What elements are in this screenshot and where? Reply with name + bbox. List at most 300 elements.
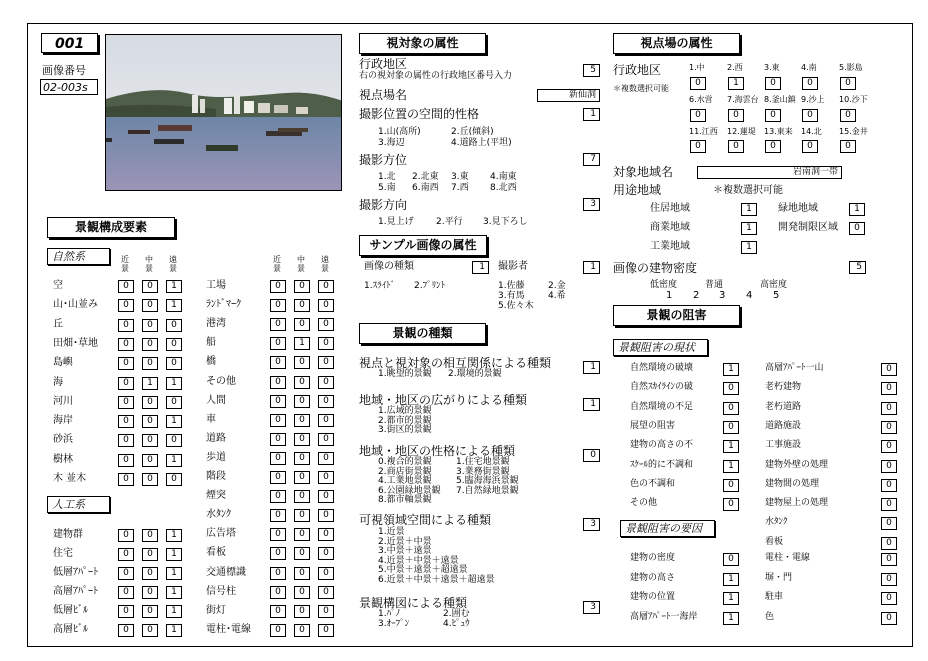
kind-q4-opt-1: 1.近景: [378, 527, 405, 537]
element-name: 高層ｱﾊﾟｰﾄ: [53, 586, 98, 597]
obstacle-item-box[interactable]: 1: [723, 363, 739, 376]
element-name: 高層ﾋﾞﾙ: [53, 624, 88, 635]
element-value-box[interactable]: 0: [318, 299, 334, 312]
element-value-box[interactable]: 0: [294, 280, 310, 293]
elements-col-header-1-2: 遠景: [321, 255, 329, 273]
district-value-box[interactable]: 0: [728, 140, 744, 153]
kind-q5-opt-3: 3.ｵｰﾌﾟﾝ: [378, 618, 410, 629]
district-value-box[interactable]: 0: [802, 77, 818, 90]
obstacle-item-label: 建物の高さの不: [630, 440, 694, 451]
district-value-box[interactable]: 0: [840, 140, 856, 153]
district-label: 7.海雲台: [727, 95, 759, 104]
use-zone-label: 緑地地域: [778, 203, 818, 214]
element-value-box[interactable]: 0: [142, 434, 158, 447]
element-value-box[interactable]: 0: [118, 357, 134, 370]
obstacle-item-box[interactable]: 0: [881, 479, 897, 492]
element-name: 丘: [53, 318, 63, 330]
element-value-box[interactable]: 0: [318, 452, 334, 465]
element-value-box[interactable]: 0: [318, 414, 334, 427]
district-value-box[interactable]: 0: [690, 77, 706, 90]
element-value-box[interactable]: 0: [142, 415, 158, 428]
obstacle-item-label: 自然環境の破壊: [630, 363, 694, 373]
element-value-box[interactable]: 1: [166, 548, 182, 561]
obstacle-cause-label: 建物の高さ: [630, 572, 676, 583]
element-value-box[interactable]: 0: [270, 356, 286, 369]
element-value-box[interactable]: 0: [166, 396, 182, 409]
element-value-box[interactable]: 0: [318, 605, 334, 618]
element-value-box[interactable]: 1: [166, 567, 182, 580]
obstacle-item-label: 自然ｽｶｲﾗｲﾝの破: [630, 382, 694, 393]
district-label: 8.釜山鎮: [764, 95, 796, 104]
use-zone-label: 住居地域: [650, 203, 690, 214]
obstacle-cause-box[interactable]: 0: [881, 612, 897, 625]
element-name: 交通標識: [206, 566, 246, 578]
element-value-box[interactable]: 0: [318, 528, 334, 541]
obstacle-item-box[interactable]: 0: [723, 402, 739, 415]
element-name: 木 並木: [53, 473, 87, 484]
element-name: 低層ｱﾊﾟｰﾄ: [53, 567, 98, 578]
element-name: 住宅: [53, 548, 73, 559]
element-value-box[interactable]: 0: [142, 605, 158, 618]
element-value-box[interactable]: 1: [166, 299, 182, 312]
element-value-box[interactable]: 0: [118, 415, 134, 428]
element-value-box[interactable]: 0: [294, 376, 310, 389]
element-value-box[interactable]: 0: [142, 357, 158, 370]
element-value-box[interactable]: 0: [294, 318, 310, 331]
element-value-box[interactable]: 0: [166, 473, 182, 486]
element-value-box[interactable]: 0: [166, 434, 182, 447]
direction-opt-4: 4.南東: [490, 172, 517, 182]
element-value-box[interactable]: 0: [270, 452, 286, 465]
element-value-box[interactable]: 0: [270, 567, 286, 580]
kind-q5-label: 景観構図による種類: [359, 596, 468, 610]
image-type-value[interactable]: 1: [472, 261, 489, 274]
district-label: 3.東: [764, 63, 780, 72]
obstacle-item-label: 水ﾀﾝｸ: [765, 517, 788, 528]
obstacle-item-box[interactable]: 1: [723, 440, 739, 453]
element-value-box[interactable]: 1: [166, 624, 182, 637]
element-value-box[interactable]: 0: [318, 624, 334, 637]
district-label: 4.南: [801, 63, 817, 72]
direction-opt-6: 6.南西: [412, 183, 439, 193]
element-value-box[interactable]: 0: [294, 567, 310, 580]
kind-q2-opt-1: 1.広域的景観: [378, 406, 432, 416]
obstacle-item-label: ｽｹｰﾙ的に不調和: [630, 459, 694, 470]
obstacle-cause-box[interactable]: 0: [881, 592, 897, 605]
element-value-box[interactable]: 0: [294, 395, 310, 408]
photographer-opt-4: 4.希: [548, 291, 566, 301]
obstacle-item-box[interactable]: 0: [723, 382, 739, 395]
element-value-box[interactable]: 1: [166, 415, 182, 428]
district-value-box[interactable]: 0: [728, 109, 744, 122]
obstacle-item-label: 高層ｱﾊﾟｰﾄ一山: [765, 363, 824, 373]
obstacle-cause-box[interactable]: 0: [881, 573, 897, 586]
element-value-box[interactable]: 0: [142, 624, 158, 637]
use-zone-label: 商業地域: [650, 222, 690, 233]
element-name: 橋: [206, 356, 216, 368]
element-value-box[interactable]: 0: [270, 299, 286, 312]
obstacle-item-box[interactable]: 0: [881, 363, 897, 376]
district-value-box[interactable]: 0: [840, 77, 856, 90]
kind-q1-label: 視点と視対象の相互関係による種類: [359, 356, 552, 370]
obstacle-item-label: 建物外壁の処理: [765, 459, 829, 470]
element-value-box[interactable]: 0: [270, 414, 286, 427]
element-value-box[interactable]: 0: [294, 528, 310, 541]
place-name-value[interactable]: 新仙洞: [537, 89, 600, 102]
element-value-box[interactable]: 0: [142, 567, 158, 580]
kind-q3-opt-7: 6.公園緑地景観: [378, 485, 441, 496]
element-name: 人間: [206, 394, 226, 406]
element-value-box[interactable]: 0: [270, 509, 286, 522]
district-value-box[interactable]: 1: [728, 77, 744, 90]
kind-q4-opt-6: 6.近景＋中景＋遠景＋超遠景: [378, 574, 495, 585]
record-id: 001: [55, 36, 85, 52]
kind-q1-opt-1: 1.眺望的景観: [378, 369, 432, 379]
element-value-box[interactable]: 0: [270, 547, 286, 560]
obstacle-item-box[interactable]: 0: [881, 517, 897, 530]
kind-q3-opt-5: 4.工業地景観: [378, 476, 432, 486]
obstacle-item-box[interactable]: 0: [881, 498, 897, 511]
element-name: 建物群: [53, 529, 83, 540]
element-value-box[interactable]: 0: [270, 471, 286, 484]
element-value-box[interactable]: 0: [270, 318, 286, 331]
element-value-box[interactable]: 0: [142, 529, 158, 542]
district-value-box[interactable]: 0: [765, 77, 781, 90]
element-value-box[interactable]: 1: [166, 280, 182, 293]
element-name: 港湾: [206, 318, 226, 330]
use-zone-value-box[interactable]: 1: [741, 203, 757, 216]
district-label: 1.中: [689, 63, 705, 72]
obstacle-cause-box[interactable]: 1: [723, 612, 739, 625]
district-value-box[interactable]: 0: [802, 109, 818, 122]
element-value-box[interactable]: 0: [118, 434, 134, 447]
direction-label: 撮影方位: [359, 153, 408, 167]
use-zone-label: 用途地域: [613, 183, 662, 197]
angle-opt-3: 3.見下ろし: [483, 217, 528, 227]
obstacle-cause-label: 建物の密度: [630, 553, 676, 563]
district-label: 6.水営: [689, 95, 713, 104]
target-admin-note: 右の視対象の属性の行政地区番号入力: [359, 71, 513, 81]
element-value-box[interactable]: 0: [318, 376, 334, 389]
district-label: 14.北: [801, 127, 822, 136]
obstacle-item-label: 工事施設: [765, 440, 802, 451]
element-value-box[interactable]: 0: [294, 471, 310, 484]
element-value-box[interactable]: 0: [294, 356, 310, 369]
element-value-box[interactable]: 0: [294, 414, 310, 427]
district-value-box[interactable]: 0: [840, 109, 856, 122]
kind-q1-value[interactable]: 1: [583, 361, 600, 374]
kind-q2-label: 地域・地区の広がりによる種類: [359, 393, 528, 407]
photographer-label: 撮影者: [498, 261, 528, 272]
kind-q2-value[interactable]: 1: [583, 398, 600, 411]
obstacle-cause-label: 駐車: [765, 592, 784, 602]
element-value-box[interactable]: 0: [142, 454, 158, 467]
district-value-box[interactable]: 0: [690, 109, 706, 122]
obstacle-item-label: 自然環境の不足: [630, 401, 694, 412]
obstacle-cause-box[interactable]: 0: [723, 553, 739, 566]
kind-q4-label: 可視領域空間による種類: [359, 513, 492, 527]
element-value-box[interactable]: 0: [318, 490, 334, 503]
density-num-4: 4: [746, 290, 753, 301]
elements-col-header-1-0: 近景: [273, 255, 281, 273]
element-value-box[interactable]: 0: [318, 433, 334, 446]
element-value-box[interactable]: 0: [294, 624, 310, 637]
kind-q3-opt-4: 3.業務街景観: [456, 466, 510, 477]
element-value-box[interactable]: 0: [118, 473, 134, 486]
kind-q3-opt-6: 5.臨海海浜景観: [456, 476, 519, 486]
element-name: 煙突: [206, 490, 226, 502]
kind-q4-opt-4: 4.近景＋中景＋遠景: [378, 555, 459, 566]
element-value-box[interactable]: 0: [118, 529, 134, 542]
element-value-box[interactable]: 0: [118, 605, 134, 618]
element-value-box[interactable]: 0: [294, 490, 310, 503]
element-name: 水ﾀﾝｸ: [206, 509, 231, 521]
element-value-box[interactable]: 1: [166, 377, 182, 390]
element-value-box[interactable]: 0: [270, 624, 286, 637]
element-value-box[interactable]: 1: [166, 454, 182, 467]
element-value-box[interactable]: 1: [142, 377, 158, 390]
element-value-box[interactable]: 0: [142, 319, 158, 332]
element-value-box[interactable]: 0: [318, 509, 334, 522]
target-attr-title: 視対象の属性: [359, 33, 486, 54]
spatial-opt-1: 1.山(高所): [378, 127, 421, 137]
district-value-box[interactable]: 0: [765, 109, 781, 122]
obstacle-item-box[interactable]: 1: [723, 460, 739, 473]
direction-opt-1: 1.北: [378, 172, 396, 182]
obstacle-item-box[interactable]: 0: [881, 421, 897, 434]
element-value-box[interactable]: 0: [118, 396, 134, 409]
obstacle-item-box[interactable]: 0: [881, 460, 897, 473]
kind-q2-opt-2: 2.都市的景観: [378, 415, 432, 426]
element-value-box[interactable]: 0: [270, 586, 286, 599]
kind-q5-value[interactable]: 3: [583, 601, 600, 614]
element-value-box[interactable]: 0: [294, 433, 310, 446]
obstacle-cause-label: 高層ｱﾊﾟｰﾄ一海岸: [630, 611, 698, 622]
obstacle-item-box[interactable]: 0: [723, 421, 739, 434]
element-value-box[interactable]: 0: [118, 586, 134, 599]
obstacle-item-label: 展望の阻害: [630, 420, 676, 431]
element-name: 信号柱: [206, 585, 236, 597]
obstacle-item-label: 色の不調和: [630, 478, 676, 489]
obstacle-item-box[interactable]: 0: [881, 402, 897, 415]
element-value-box[interactable]: 0: [142, 280, 158, 293]
element-value-box[interactable]: 0: [118, 299, 134, 312]
image-type-opt-2: 2.ﾌﾟﾘﾝﾄ: [414, 281, 446, 291]
sample-attr-title: サンプル画像の属性: [359, 235, 487, 256]
element-name: 島嶼: [53, 357, 73, 369]
obstacle-cause-label: 色: [765, 611, 775, 622]
obstacle-cause-box[interactable]: 0: [881, 553, 897, 566]
image-type-opt-1: 1.ｽﾗｲﾄﾞ: [364, 281, 396, 291]
sample-photo: [105, 34, 342, 191]
obstacle-item-box[interactable]: 0: [723, 479, 739, 492]
district-label: 5.影島: [839, 63, 863, 72]
element-name: 道路: [206, 432, 226, 444]
elements-col-header-0-0: 近景: [121, 255, 129, 273]
element-value-box[interactable]: 0: [270, 376, 286, 389]
target-admin-value[interactable]: 5: [583, 64, 600, 77]
spatial-opt-3: 3.海辺: [378, 138, 405, 148]
area-name-value[interactable]: 岩南洞一帯: [697, 166, 842, 179]
obstacle-item-label: 道路施設: [765, 420, 802, 431]
element-value-box[interactable]: 0: [142, 338, 158, 351]
element-value-box[interactable]: 0: [270, 490, 286, 503]
kind-q5-opt-4: 4.ﾋﾟｭｳ: [443, 618, 470, 629]
district-label: 11.江西: [689, 127, 718, 136]
element-value-box[interactable]: 0: [270, 395, 286, 408]
photographer-opt-3: 3.有馬: [498, 291, 525, 301]
element-value-box[interactable]: 0: [166, 338, 182, 351]
element-value-box[interactable]: 0: [318, 547, 334, 560]
direction-opt-8: 8.北西: [490, 183, 517, 193]
element-value-box[interactable]: 0: [166, 319, 182, 332]
obstacle-cause-label: 建物の位置: [630, 592, 676, 602]
district-label: 12.蓮堤: [727, 127, 756, 136]
element-name: 低層ﾋﾞﾙ: [53, 605, 88, 616]
kind-q4-value[interactable]: 3: [583, 518, 600, 531]
use-zone-note: ＊複数選択可能: [713, 185, 783, 196]
element-value-box[interactable]: 0: [318, 356, 334, 369]
element-name: 河川: [53, 395, 73, 407]
density-label: 画像の建物密度: [613, 261, 698, 275]
image-number-value: 02-003s: [43, 81, 88, 94]
element-value-box[interactable]: 0: [142, 299, 158, 312]
element-value-box[interactable]: 0: [118, 338, 134, 351]
photographer-opt-2: 2.金: [548, 281, 566, 291]
direction-opt-2: 2.北東: [412, 172, 439, 182]
element-name: ﾗﾝﾄﾞﾏｰｸ: [206, 299, 241, 311]
element-name: 街灯: [206, 604, 226, 616]
kind-q3-opt-1: 0.複合的景観: [378, 457, 432, 467]
element-value-box[interactable]: 1: [166, 586, 182, 599]
obstacle-item-box[interactable]: 0: [881, 440, 897, 453]
element-value-box[interactable]: 0: [166, 357, 182, 370]
elements-col-header-0-1: 中景: [145, 255, 153, 273]
element-name: 階段: [206, 471, 226, 482]
element-value-box[interactable]: 0: [118, 280, 134, 293]
obstacle-item-label: 看板: [765, 536, 784, 547]
obstacle-status-label: 景観阻害の現状: [613, 339, 708, 356]
element-value-box[interactable]: 0: [294, 299, 310, 312]
area-name-label: 対象地域名: [613, 165, 674, 179]
element-value-box[interactable]: 1: [166, 605, 182, 618]
kind-q3-value[interactable]: 0: [583, 449, 600, 462]
obstacle-cause-label: 塀・門: [765, 572, 793, 583]
density-word-high: 高密度: [760, 280, 788, 290]
district-value-box[interactable]: 0: [802, 140, 818, 153]
element-value-box[interactable]: 0: [318, 337, 334, 350]
element-value-box[interactable]: 0: [294, 605, 310, 618]
obstacle-item-box[interactable]: 0: [881, 537, 897, 550]
viewpoint-admin-label: 行政地区: [613, 63, 662, 77]
place-name-label: 視点場名: [359, 88, 408, 102]
use-zone-value-box[interactable]: 1: [741, 222, 757, 235]
angle-opt-1: 1.見上げ: [378, 217, 414, 227]
element-name: 歩道: [206, 451, 226, 463]
density-num-1: 1: [666, 290, 673, 301]
element-name: 車: [206, 413, 216, 425]
kind-q3-opt-3: 2.商店街景観: [378, 466, 432, 477]
element-value-box[interactable]: 0: [118, 319, 134, 332]
use-zone-label: 工業地域: [650, 241, 690, 252]
photographer-value[interactable]: 1: [583, 261, 600, 274]
element-value-box[interactable]: 0: [294, 586, 310, 599]
element-value-box[interactable]: 0: [270, 433, 286, 446]
obstacle-cause-label: 景観阻害の要因: [620, 520, 715, 537]
kind-q5-opt-2: 2.囲む: [443, 609, 470, 619]
use-zone-value-box[interactable]: 1: [741, 241, 757, 254]
obstacle-item-box[interactable]: 0: [723, 498, 739, 511]
element-value-box[interactable]: 0: [118, 548, 134, 561]
element-value-box[interactable]: 0: [142, 473, 158, 486]
obstacle-item-label: その他: [630, 498, 658, 509]
image-type-label: 画像の種類: [364, 261, 414, 272]
obstacle-item-label: 老朽道路: [765, 401, 802, 412]
density-value[interactable]: 5: [849, 261, 866, 274]
obstacle-cause-box[interactable]: 1: [723, 592, 739, 605]
obstacle-cause-box[interactable]: 1: [723, 573, 739, 586]
element-value-box[interactable]: 0: [318, 280, 334, 293]
kind-q4-opt-5: 5.中景＋遠景＋超遠景: [378, 565, 468, 575]
element-value-box[interactable]: 0: [142, 548, 158, 561]
element-value-box[interactable]: 0: [294, 547, 310, 560]
element-value-box[interactable]: 0: [270, 528, 286, 541]
element-value-box[interactable]: 0: [142, 396, 158, 409]
element-value-box[interactable]: 0: [294, 452, 310, 465]
element-value-box[interactable]: 0: [270, 605, 286, 618]
element-value-box[interactable]: 0: [142, 586, 158, 599]
spatial-label: 撮影位置の空間的性格: [359, 107, 480, 121]
kind-q4-opt-3: 3.中景＋遠景: [378, 546, 432, 556]
density-word-low: 低密度: [650, 280, 678, 290]
element-value-box[interactable]: 0: [318, 471, 334, 484]
element-value-box[interactable]: 0: [118, 624, 134, 637]
angle-opt-2: 2.平行: [436, 217, 463, 227]
element-name: 工場: [206, 280, 226, 291]
angle-value[interactable]: 3: [583, 198, 600, 211]
spatial-opt-2: 2.丘(傾斜): [451, 127, 494, 137]
element-name: 広告塔: [206, 528, 236, 540]
element-name: 空: [53, 280, 63, 291]
obstacle-item-box[interactable]: 0: [881, 382, 897, 395]
angle-label: 撮影方向: [359, 198, 408, 212]
element-value-box[interactable]: 0: [318, 318, 334, 331]
element-value-box[interactable]: 0: [318, 395, 334, 408]
use-zone-value-box[interactable]: 1: [849, 203, 865, 216]
district-label: 9.沙上: [801, 95, 825, 104]
element-value-box[interactable]: 0: [118, 567, 134, 580]
element-value-box[interactable]: 0: [318, 567, 334, 580]
district-value-box[interactable]: 0: [690, 140, 706, 153]
element-value-box[interactable]: 1: [166, 529, 182, 542]
density-num-2: 2: [693, 290, 700, 301]
district-label: 10.沙下: [839, 95, 868, 104]
element-value-box[interactable]: 0: [318, 586, 334, 599]
kind-q3-opt-8: 7.自然緑地景観: [456, 485, 519, 496]
element-value-box[interactable]: 0: [118, 377, 134, 390]
kind-q2-opt-3: 3.街区的景観: [378, 425, 432, 435]
direction-value[interactable]: 7: [583, 153, 600, 166]
district-value-box[interactable]: 0: [765, 140, 781, 153]
element-value-box[interactable]: 0: [270, 280, 286, 293]
element-value-box[interactable]: 0: [118, 454, 134, 467]
kind-q1-opt-2: 2.環境的景観: [448, 369, 502, 379]
spatial-value[interactable]: 1: [583, 108, 600, 121]
element-value-box[interactable]: 0: [294, 509, 310, 522]
element-value-box[interactable]: 1: [294, 337, 310, 350]
element-value-box[interactable]: 0: [270, 337, 286, 350]
use-zone-value-box[interactable]: 0: [849, 222, 865, 235]
